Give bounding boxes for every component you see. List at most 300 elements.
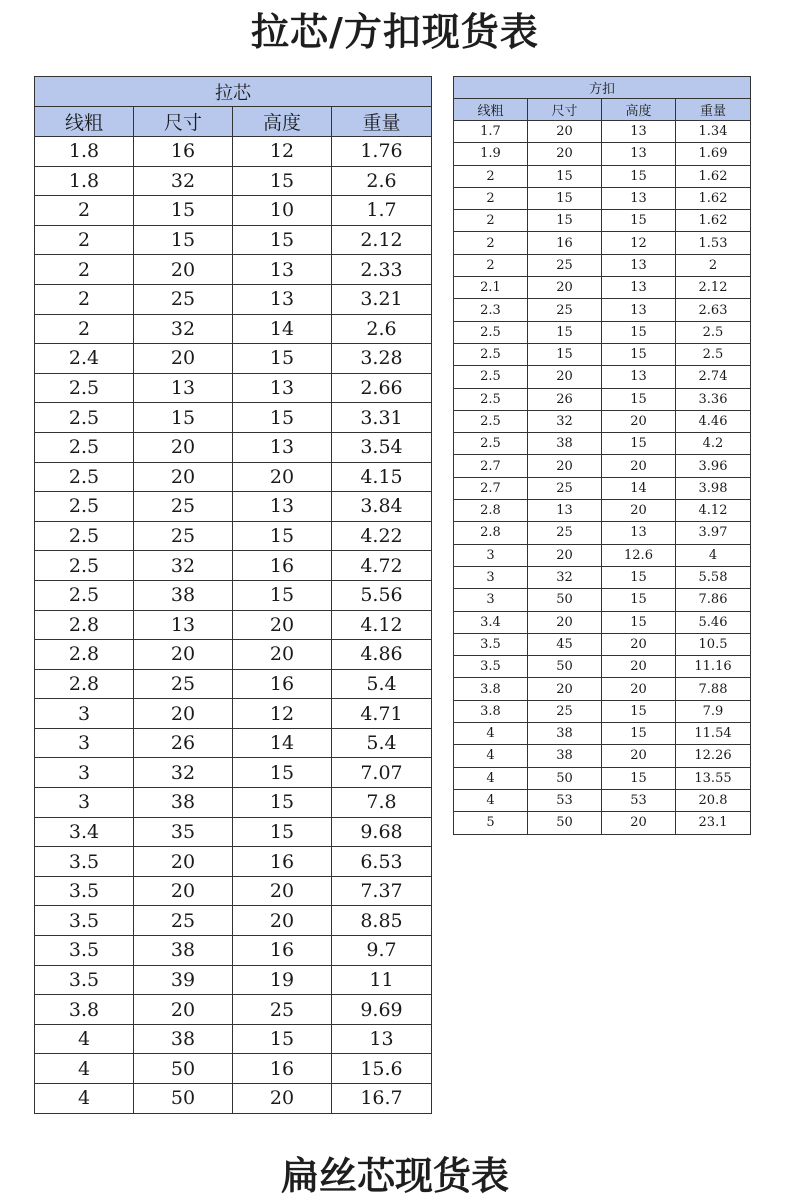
lx-cell-size: 35 [134,817,233,847]
lx-cell-weight: 6.53 [332,847,432,877]
fk-cell-size: 50 [528,589,602,611]
fk-cell-size: 38 [528,433,602,455]
lx-cell-size: 32 [134,166,233,196]
fk-cell-weight: 3.36 [676,388,751,410]
fk-cell-wire: 4 [454,767,528,789]
fk-cell-height: 14 [602,477,676,499]
fk-table-row [454,433,751,455]
lx-table-row [35,995,432,1025]
fk-cell-wire: 4 [454,745,528,767]
fk-table-row [454,723,751,745]
lx-cell-wire: 3 [35,728,134,758]
lx-cell-size: 13 [134,373,233,403]
fk-cell-wire: 2.5 [454,388,528,410]
lx-table-row [35,344,432,374]
lx-cell-weight: 8.85 [332,906,432,936]
fk-header-weight: 重量 [676,99,751,121]
fk-cell-weight: 4.2 [676,433,751,455]
lx-cell-weight: 9.7 [332,936,432,966]
fk-cell-height: 13 [602,299,676,321]
lx-cell-wire: 4 [35,1024,134,1054]
fk-table-row [454,143,751,165]
lx-cell-size: 38 [134,788,233,818]
lx-cell-weight: 4.71 [332,699,432,729]
fk-table-row [454,277,751,299]
lx-cell-weight: 13 [332,1024,432,1054]
lx-table-row [35,1084,432,1114]
fk-cell-weight: 20.8 [676,789,751,811]
lx-cell-height: 20 [233,462,332,492]
lx-cell-size: 15 [134,225,233,255]
fk-cell-height: 20 [602,633,676,655]
lx-table-row [35,788,432,818]
lx-cell-size: 50 [134,1084,233,1114]
fk-cell-wire: 3.8 [454,678,528,700]
fk-cell-weight: 2.63 [676,299,751,321]
lx-table-row [35,758,432,788]
lx-cell-size: 20 [134,640,233,670]
fk-cell-weight: 1.69 [676,143,751,165]
fk-cell-weight: 3.96 [676,455,751,477]
lx-cell-size: 20 [134,995,233,1025]
fk-cell-weight: 7.9 [676,700,751,722]
fk-cell-weight: 11.16 [676,656,751,678]
fk-cell-size: 15 [528,321,602,343]
fk-header-height: 高度 [602,99,676,121]
lx-cell-height: 20 [233,1084,332,1114]
lx-cell-height: 16 [233,936,332,966]
fk-cell-weight: 5.58 [676,566,751,588]
fk-cell-wire: 2.5 [454,321,528,343]
fk-cell-height: 20 [602,656,676,678]
fk-cell-size: 13 [528,500,602,522]
fk-cell-size: 32 [528,410,602,432]
fk-cell-weight: 12.26 [676,745,751,767]
fk-cell-height: 20 [602,812,676,834]
fk-cell-wire: 4 [454,789,528,811]
fk-cell-height: 13 [602,522,676,544]
lx-cell-wire: 1.8 [35,166,134,196]
lx-cell-wire: 3.8 [35,995,134,1025]
fk-table-row [454,633,751,655]
fk-cell-size: 38 [528,745,602,767]
lx-header-height: 高度 [233,107,332,137]
lx-cell-size: 25 [134,906,233,936]
lx-cell-height: 25 [233,995,332,1025]
fk-cell-weight: 1.62 [676,165,751,187]
fk-table-row [454,589,751,611]
lx-cell-size: 25 [134,492,233,522]
lx-cell-wire: 3 [35,788,134,818]
lx-table-row [35,1024,432,1054]
lx-cell-height: 20 [233,610,332,640]
lx-cell-size: 20 [134,847,233,877]
fk-cell-height: 12 [602,232,676,254]
fk-cell-wire: 3.4 [454,611,528,633]
lx-table-row [35,965,432,995]
fk-cell-size: 26 [528,388,602,410]
lx-cell-height: 13 [233,432,332,462]
fk-cell-height: 15 [602,433,676,455]
lx-table-row [35,432,432,462]
fk-table-row [454,121,751,143]
fk-cell-size: 20 [528,121,602,143]
fk-cell-weight: 1.34 [676,121,751,143]
fk-cell-size: 20 [528,455,602,477]
fk-cell-size: 20 [528,611,602,633]
fk-table-row [454,700,751,722]
lx-cell-wire: 2.5 [35,432,134,462]
fk-cell-height: 13 [602,143,676,165]
fk-table-row [454,611,751,633]
fk-cell-size: 15 [528,187,602,209]
lx-table-row [35,906,432,936]
fk-cell-wire: 4 [454,723,528,745]
fk-cell-wire: 2.8 [454,522,528,544]
lx-table-row [35,1054,432,1084]
fk-cell-wire: 2.1 [454,277,528,299]
lx-cell-height: 15 [233,403,332,433]
fk-cell-wire: 2 [454,232,528,254]
fk-cell-weight: 5.46 [676,611,751,633]
fk-cell-size: 25 [528,299,602,321]
fk-cell-size: 50 [528,656,602,678]
fk-table-row [454,477,751,499]
fk-table-row [454,321,751,343]
lx-cell-weight: 9.69 [332,995,432,1025]
fk-table-row [454,410,751,432]
fk-cell-height: 13 [602,254,676,276]
lx-cell-height: 19 [233,965,332,995]
fk-cell-wire: 2 [454,210,528,232]
fk-cell-size: 16 [528,232,602,254]
lx-cell-size: 15 [134,403,233,433]
fk-cell-height: 13 [602,187,676,209]
fk-cell-wire: 2.5 [454,343,528,365]
lx-cell-wire: 2.5 [35,580,134,610]
fk-table-row [454,767,751,789]
fk-cell-wire: 2.7 [454,455,528,477]
fk-cell-size: 25 [528,522,602,544]
lx-cell-size: 20 [134,432,233,462]
fk-cell-weight: 2.12 [676,277,751,299]
fk-cell-height: 15 [602,165,676,187]
lx-cell-size: 20 [134,462,233,492]
fk-cell-wire: 3 [454,544,528,566]
fk-cell-wire: 3.5 [454,633,528,655]
lx-cell-height: 16 [233,551,332,581]
fk-cell-size: 20 [528,277,602,299]
lx-cell-weight: 11 [332,965,432,995]
lx-cell-wire: 3.5 [35,906,134,936]
fk-cell-height: 15 [602,566,676,588]
fk-cell-height: 13 [602,121,676,143]
fk-cell-size: 32 [528,566,602,588]
lx-cell-height: 20 [233,876,332,906]
fk-cell-height: 20 [602,500,676,522]
lx-cell-weight: 4.86 [332,640,432,670]
lx-table-row [35,255,432,285]
lx-table-row [35,876,432,906]
fk-table-row [454,343,751,365]
fk-cell-size: 25 [528,254,602,276]
lx-cell-height: 13 [233,492,332,522]
lx-cell-weight: 4.15 [332,462,432,492]
fk-cell-weight: 13.55 [676,767,751,789]
fk-cell-wire: 5 [454,812,528,834]
lx-table-row [35,847,432,877]
lx-table-row [35,492,432,522]
lx-cell-wire: 3.5 [35,936,134,966]
fk-table-row [454,232,751,254]
fk-cell-height: 13 [602,277,676,299]
fk-cell-height: 53 [602,789,676,811]
fk-cell-height: 20 [602,410,676,432]
fk-cell-weight: 1.62 [676,187,751,209]
lx-cell-weight: 2.6 [332,166,432,196]
lx-cell-height: 15 [233,166,332,196]
fk-table-row [454,789,751,811]
fk-cell-wire: 3.5 [454,656,528,678]
lx-table-row [35,314,432,344]
fk-cell-wire: 2 [454,254,528,276]
lx-cell-wire: 2 [35,284,134,314]
lx-cell-weight: 3.84 [332,492,432,522]
lx-cell-wire: 2 [35,314,134,344]
lx-header-size: 尺寸 [134,107,233,137]
lx-table-row [35,610,432,640]
lx-cell-weight: 3.21 [332,284,432,314]
lx-cell-size: 20 [134,344,233,374]
lx-cell-size: 26 [134,728,233,758]
lx-table-row [35,462,432,492]
lx-cell-weight: 5.56 [332,580,432,610]
lx-table-row [35,936,432,966]
lx-cell-weight: 2.12 [332,225,432,255]
fk-table-row [454,187,751,209]
lx-cell-wire: 3.5 [35,965,134,995]
fk-table-caption: 方扣 [454,77,751,99]
fk-cell-wire: 2.5 [454,366,528,388]
fk-cell-size: 15 [528,210,602,232]
lx-cell-size: 15 [134,196,233,226]
lx-cell-height: 15 [233,580,332,610]
fk-table-row [454,522,751,544]
lx-cell-wire: 2 [35,225,134,255]
lx-table-row [35,728,432,758]
fk-cell-size: 45 [528,633,602,655]
lx-cell-height: 15 [233,1024,332,1054]
fk-cell-weight: 3.97 [676,522,751,544]
fk-table-row [454,656,751,678]
lx-cell-weight: 2.33 [332,255,432,285]
lx-cell-weight: 15.6 [332,1054,432,1084]
lx-cell-height: 15 [233,225,332,255]
lx-cell-weight: 4.12 [332,610,432,640]
fk-cell-height: 20 [602,678,676,700]
fk-cell-weight: 23.1 [676,812,751,834]
lx-cell-size: 25 [134,284,233,314]
lx-cell-wire: 2.8 [35,610,134,640]
lx-table-row [35,225,432,255]
fk-cell-size: 53 [528,789,602,811]
fk-cell-height: 15 [602,321,676,343]
lx-cell-height: 15 [233,521,332,551]
lx-cell-size: 32 [134,758,233,788]
fk-cell-size: 38 [528,723,602,745]
fk-table-row [454,299,751,321]
lx-cell-size: 16 [134,137,233,167]
fk-cell-height: 12.6 [602,544,676,566]
fk-cell-wire: 2.3 [454,299,528,321]
lx-table-row [35,373,432,403]
fk-cell-size: 25 [528,477,602,499]
fk-cell-wire: 3 [454,566,528,588]
fk-cell-size: 20 [528,678,602,700]
lx-cell-wire: 4 [35,1084,134,1114]
lx-table-row [35,640,432,670]
lx-cell-wire: 2.5 [35,521,134,551]
fk-cell-size: 20 [528,366,602,388]
lx-cell-wire: 4 [35,1054,134,1084]
fk-stock-table [453,76,751,835]
fk-table-row [454,678,751,700]
lx-header-weight: 重量 [332,107,432,137]
fk-table-row [454,812,751,834]
fk-cell-wire: 2.8 [454,500,528,522]
fk-cell-weight: 11.54 [676,723,751,745]
lx-cell-weight: 5.4 [332,669,432,699]
lx-cell-height: 15 [233,788,332,818]
fk-cell-size: 50 [528,812,602,834]
fk-table-row [454,745,751,767]
fk-cell-weight: 2 [676,254,751,276]
lx-cell-height: 12 [233,137,332,167]
fk-cell-weight: 4.46 [676,410,751,432]
fk-table-row [454,210,751,232]
lx-table-row [35,580,432,610]
fk-cell-wire: 2 [454,187,528,209]
lx-table-row [35,669,432,699]
fk-cell-size: 15 [528,343,602,365]
lx-cell-wire: 2.5 [35,492,134,522]
fk-cell-weight: 2.5 [676,321,751,343]
lx-table-row [35,817,432,847]
lx-cell-wire: 2.8 [35,669,134,699]
fk-cell-height: 15 [602,589,676,611]
lx-cell-height: 12 [233,699,332,729]
lx-cell-weight: 3.28 [332,344,432,374]
fk-cell-wire: 2.7 [454,477,528,499]
fk-cell-weight: 4 [676,544,751,566]
fk-cell-weight: 7.88 [676,678,751,700]
lx-cell-weight: 9.68 [332,817,432,847]
lx-cell-size: 20 [134,255,233,285]
fk-table-row [454,254,751,276]
lx-table-caption: 拉芯 [35,77,432,107]
fk-cell-height: 15 [602,388,676,410]
lx-cell-height: 20 [233,906,332,936]
lx-cell-size: 38 [134,936,233,966]
fk-table-row [454,500,751,522]
lx-cell-height: 14 [233,314,332,344]
fk-cell-size: 50 [528,767,602,789]
lx-table-row [35,166,432,196]
lx-cell-weight: 16.7 [332,1084,432,1114]
lx-table-row [35,196,432,226]
lx-cell-wire: 2.4 [35,344,134,374]
next-section-title: 扁丝芯现货表 [280,1154,509,1198]
lx-cell-size: 32 [134,551,233,581]
lx-cell-size: 25 [134,521,233,551]
lx-cell-height: 13 [233,255,332,285]
lx-cell-wire: 2.5 [35,551,134,581]
fk-cell-wire: 2.5 [454,410,528,432]
lx-cell-height: 13 [233,373,332,403]
fk-header-wire: 线粗 [454,99,528,121]
fk-cell-size: 15 [528,165,602,187]
lx-table-row [35,551,432,581]
fk-cell-weight: 7.86 [676,589,751,611]
fk-cell-wire: 2 [454,165,528,187]
lx-cell-size: 20 [134,699,233,729]
lx-cell-weight: 2.6 [332,314,432,344]
lx-table-row [35,403,432,433]
lx-cell-wire: 3 [35,758,134,788]
lx-cell-size: 38 [134,1024,233,1054]
fk-cell-height: 13 [602,366,676,388]
fk-cell-weight: 4.12 [676,500,751,522]
lx-cell-height: 15 [233,344,332,374]
lx-cell-wire: 3.5 [35,876,134,906]
fk-cell-weight: 10.5 [676,633,751,655]
lx-cell-weight: 7.8 [332,788,432,818]
lx-cell-wire: 3 [35,699,134,729]
lx-cell-wire: 2.5 [35,403,134,433]
fk-cell-size: 20 [528,544,602,566]
fk-cell-height: 15 [602,210,676,232]
fk-cell-height: 20 [602,455,676,477]
lx-cell-height: 16 [233,669,332,699]
lx-cell-size: 50 [134,1054,233,1084]
fk-cell-height: 15 [602,767,676,789]
lx-cell-wire: 2 [35,196,134,226]
lx-cell-wire: 2.5 [35,462,134,492]
fk-table-row [454,165,751,187]
fk-cell-weight: 2.74 [676,366,751,388]
lx-table-row [35,137,432,167]
lx-cell-height: 20 [233,640,332,670]
fk-table-row [454,455,751,477]
fk-cell-weight: 3.98 [676,477,751,499]
lx-cell-size: 32 [134,314,233,344]
lx-cell-wire: 2 [35,255,134,285]
lx-cell-size: 39 [134,965,233,995]
lx-table-row [35,284,432,314]
fk-cell-height: 15 [602,700,676,722]
lx-cell-height: 16 [233,1054,332,1084]
fk-cell-height: 15 [602,343,676,365]
lx-stock-table [34,76,432,1114]
lx-cell-size: 13 [134,610,233,640]
lx-cell-height: 13 [233,284,332,314]
lx-cell-height: 15 [233,758,332,788]
lx-cell-wire: 3.5 [35,847,134,877]
fk-cell-wire: 1.9 [454,143,528,165]
lx-cell-height: 14 [233,728,332,758]
lx-cell-weight: 2.66 [332,373,432,403]
lx-cell-weight: 5.4 [332,728,432,758]
